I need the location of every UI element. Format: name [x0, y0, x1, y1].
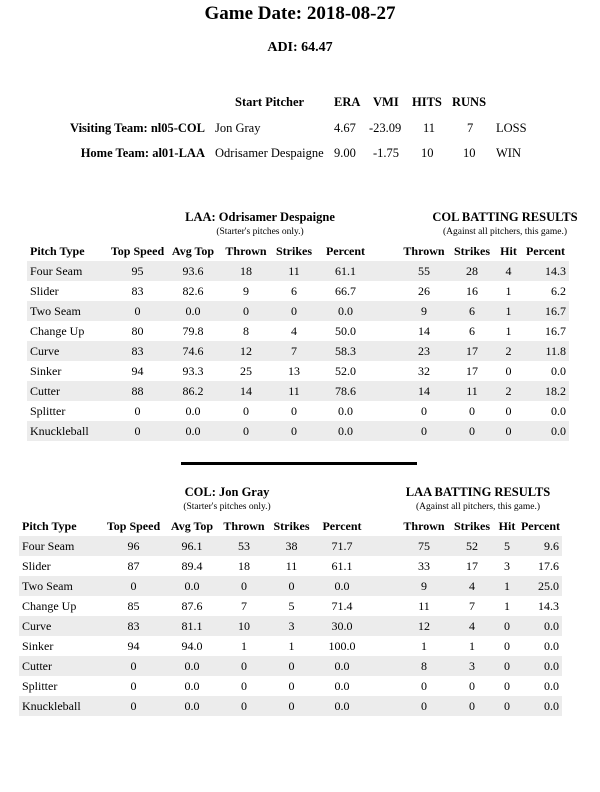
cell-top-speed: 85 [127, 598, 140, 613]
summary-header-vmi: VMI [373, 95, 399, 109]
cell-avg-top: 0.0 [184, 678, 200, 693]
cell-avg-top: 93.3 [182, 363, 204, 378]
cell-thrown: 10 [219, 616, 269, 636]
cell-bat-hit: 0 [505, 403, 512, 418]
cell-avg-top: 0.0 [165, 696, 219, 716]
table-row [27, 421, 569, 441]
cell-pitch-type: Two Seam [19, 576, 102, 596]
cell-bat-strikes: 1 [469, 638, 475, 653]
cell-avg-top: 0.0 [165, 421, 221, 441]
cell-pitch-type: Change Up [22, 598, 77, 613]
cell-bat-thrown: 0 [421, 403, 427, 418]
cell-strikes: 4 [291, 323, 297, 338]
cell-bat-percent: 0.0 [551, 363, 566, 378]
adi-value: ADI: 64.47 [267, 40, 333, 55]
cell-bat-thrown: 14 [418, 323, 430, 338]
header-bat-thrown: Thrown [403, 243, 445, 258]
cell-percent: 71.7 [314, 536, 370, 556]
cell-thrown: 53 [219, 536, 269, 556]
visiting-team-label: Visiting Team: nl05-COL [70, 121, 205, 135]
section2-batting-subtitle: (Against all pitchers, this game.) [416, 502, 540, 512]
cell-bat-hit: 5 [495, 536, 519, 556]
home-result: WIN [496, 146, 521, 160]
section2-batting-title: LAA BATTING RESULTS [405, 485, 551, 499]
section1-pitcher-title: LAA: Odrisamer Despaigne [185, 210, 335, 224]
gap-cell [370, 636, 399, 656]
summary-header-era: ERA [334, 95, 361, 109]
cell-bat-hit: 1 [505, 283, 512, 298]
cell-bat-percent: 14.3 [538, 598, 559, 613]
cell-bat-strikes: 0 [449, 421, 495, 441]
cell-bat-thrown: 32 [418, 363, 430, 378]
gap-cell [374, 261, 399, 281]
cell-thrown: 0 [219, 696, 269, 716]
cell-thrown: 12 [221, 341, 271, 361]
summary-header-hits: HITS [412, 95, 442, 109]
cell-strikes: 11 [271, 381, 317, 401]
header-bat-hit: Hit [500, 243, 517, 258]
cell-top-speed: 0 [102, 656, 165, 676]
cell-bat-percent: 16.7 [522, 301, 569, 321]
visiting-runs: 7 [467, 121, 474, 135]
cell-percent: 0.0 [314, 656, 370, 676]
cell-bat-hit: 4 [495, 261, 522, 281]
home-team-label: Home Team: al01-LAA [80, 146, 205, 160]
cell-pitch-type: Slider [30, 283, 59, 298]
cell-bat-thrown: 12 [399, 616, 449, 636]
cell-bat-strikes: 3 [449, 656, 495, 676]
cell-thrown: 0 [219, 656, 269, 676]
cell-bat-percent: 0.0 [544, 678, 559, 693]
cell-bat-hit: 0 [504, 678, 510, 693]
cell-bat-hit: 0 [495, 421, 522, 441]
home-vmi: -1.75 [373, 146, 400, 160]
cell-strikes: 0 [269, 696, 314, 716]
cell-strikes: 6 [291, 283, 297, 298]
gap-cell [374, 341, 399, 361]
cell-bat-strikes: 17 [466, 363, 478, 378]
home-era: 9.00 [334, 146, 356, 160]
header-percent: Percent [325, 243, 366, 258]
section1-batting-title: COL BATTING RESULTS [432, 210, 578, 224]
cell-pitch-type: Cutter [27, 381, 110, 401]
cell-bat-strikes: 16 [466, 283, 478, 298]
section2-pitcher-title: COL: Jon Gray [184, 485, 270, 499]
home-runs: 10 [463, 146, 476, 160]
header-bat-thrown: Thrown [403, 518, 445, 533]
cell-bat-thrown: 55 [399, 261, 449, 281]
cell-top-speed: 0 [102, 576, 165, 596]
header-avg-top: Avg Top [171, 243, 215, 258]
cell-top-speed: 83 [102, 616, 165, 636]
cell-pitch-type: Slider [22, 558, 51, 573]
cell-pitch-type: Curve [27, 341, 110, 361]
cell-percent: 52.0 [335, 363, 356, 378]
gap-cell [370, 556, 399, 576]
cell-bat-hit: 1 [495, 576, 519, 596]
visiting-era: 4.67 [334, 121, 356, 135]
cell-avg-top: 81.1 [165, 616, 219, 636]
header-pitch-type: Pitch Type [22, 518, 77, 533]
cell-percent: 71.4 [331, 598, 353, 613]
cell-pitch-type: Knuckleball [27, 421, 110, 441]
table-row [19, 596, 562, 616]
cell-top-speed: 96 [102, 536, 165, 556]
section-divider [181, 462, 417, 465]
cell-percent: 61.1 [317, 261, 374, 281]
cell-strikes: 3 [269, 616, 314, 636]
cell-bat-strikes: 17 [466, 558, 478, 573]
table-row [19, 636, 562, 656]
cell-strikes: 7 [271, 341, 317, 361]
cell-top-speed: 83 [110, 341, 165, 361]
cell-strikes: 11 [271, 261, 317, 281]
gap-cell [374, 421, 399, 441]
cell-strikes: 5 [288, 598, 295, 613]
cell-bat-percent: 0.0 [519, 656, 562, 676]
header-pitch-type: Pitch Type [30, 243, 85, 258]
cell-avg-top: 86.2 [165, 381, 221, 401]
cell-avg-top: 79.8 [182, 323, 204, 338]
cell-pitch-type: Four Seam [27, 261, 110, 281]
cell-thrown: 0 [221, 301, 271, 321]
table-row [19, 676, 562, 696]
home-hits: 10 [421, 146, 434, 160]
cell-thrown: 18 [238, 558, 250, 573]
cell-pitch-type: Sinker [22, 638, 54, 653]
gap-cell [370, 656, 399, 676]
cell-percent: 50.0 [335, 323, 356, 338]
gap-cell [370, 616, 399, 636]
cell-percent: 0.0 [314, 696, 370, 716]
cell-thrown: 9 [243, 283, 249, 298]
cell-strikes: 1 [288, 638, 295, 653]
cell-avg-top: 89.4 [181, 558, 203, 573]
section1-pitcher-subtitle: (Starter's pitches only.) [216, 227, 304, 237]
cell-top-speed: 80 [131, 323, 144, 338]
cell-top-speed: 95 [110, 261, 165, 281]
header-gap [374, 241, 399, 261]
cell-top-speed: 88 [110, 381, 165, 401]
summary-header-runs: RUNS [452, 95, 487, 109]
table-row [27, 361, 569, 381]
table-row [27, 301, 569, 321]
gap-cell [374, 401, 399, 421]
gap-cell [374, 301, 399, 321]
gap-cell [370, 676, 399, 696]
cell-strikes: 0 [269, 576, 314, 596]
cell-bat-thrown: 8 [399, 656, 449, 676]
cell-thrown: 8 [243, 323, 249, 338]
gap-cell [370, 596, 399, 616]
cell-bat-percent: 14.3 [522, 261, 569, 281]
cell-bat-thrown: 9 [399, 576, 449, 596]
cell-strikes: 0 [271, 301, 317, 321]
cell-percent: 0.0 [314, 576, 370, 596]
cell-bat-percent: 6.2 [551, 283, 566, 298]
cell-pitch-type: Splitter [30, 403, 66, 418]
cell-thrown: 1 [241, 638, 247, 653]
cell-top-speed: 0 [134, 403, 141, 418]
cell-bat-percent: 18.2 [522, 381, 569, 401]
cell-top-speed: 0 [102, 696, 165, 716]
header-bat-strikes: Strikes [454, 518, 490, 533]
cell-top-speed: 83 [131, 283, 144, 298]
visiting-vmi: -23.09 [369, 121, 402, 135]
cell-strikes: 38 [269, 536, 314, 556]
cell-bat-strikes: 7 [469, 598, 475, 613]
cell-bat-hit: 0 [495, 696, 519, 716]
table-row [19, 616, 562, 636]
header-strikes: Strikes [273, 518, 310, 533]
cell-bat-thrown: 9 [399, 301, 449, 321]
cell-bat-hit: 1 [504, 598, 510, 613]
cell-bat-percent: 11.8 [522, 341, 569, 361]
header-top-speed: Top Speed [110, 243, 165, 258]
table-row [27, 341, 569, 361]
cell-bat-strikes: 6 [469, 323, 475, 338]
cell-strikes: 0 [288, 678, 295, 693]
cell-bat-strikes: 52 [449, 536, 495, 556]
section2-pitcher-subtitle: (Starter's pitches only.) [183, 502, 271, 512]
cell-bat-percent: 0.0 [522, 421, 569, 441]
summary-header-start-pitcher: Start Pitcher [235, 95, 305, 109]
cell-strikes: 0 [271, 421, 317, 441]
cell-top-speed: 0 [110, 301, 165, 321]
cell-thrown: 0 [221, 421, 271, 441]
cell-avg-top: 82.6 [182, 283, 204, 298]
cell-bat-percent: 0.0 [519, 616, 562, 636]
cell-bat-strikes: 17 [449, 341, 495, 361]
cell-strikes: 0 [291, 403, 297, 418]
cell-thrown: 0 [243, 403, 249, 418]
cell-pitch-type: Change Up [30, 323, 85, 338]
cell-bat-strikes: 11 [449, 381, 495, 401]
cell-bat-strikes: 6 [449, 301, 495, 321]
table-row [27, 281, 569, 301]
cell-bat-hit: 0 [495, 616, 519, 636]
cell-bat-thrown: 14 [399, 381, 449, 401]
cell-bat-hit: 2 [495, 381, 522, 401]
cell-bat-thrown: 33 [418, 558, 430, 573]
gap-cell [370, 696, 399, 716]
section1-batting-subtitle: (Against all pitchers, this game.) [443, 227, 567, 237]
cell-percent: 61.1 [331, 558, 353, 573]
cell-bat-hit: 0 [504, 638, 510, 653]
cell-avg-top: 0.0 [165, 656, 219, 676]
table-row [19, 556, 562, 576]
cell-percent: 0.0 [317, 421, 374, 441]
gap-cell [370, 536, 399, 556]
cell-bat-strikes: 0 [469, 678, 475, 693]
cell-top-speed: 94 [127, 638, 140, 653]
header-percent: Percent [322, 518, 362, 533]
cell-bat-percent: 9.6 [519, 536, 562, 556]
cell-avg-top: 87.6 [181, 598, 203, 613]
cell-bat-hit: 2 [495, 341, 522, 361]
header-bat-percent: Percent [525, 243, 566, 258]
header-top-speed: Top Speed [106, 518, 161, 533]
cell-avg-top: 94.0 [181, 638, 203, 653]
cell-percent: 78.6 [317, 381, 374, 401]
cell-bat-percent: 17.6 [538, 558, 559, 573]
cell-avg-top: 0.0 [165, 301, 221, 321]
cell-top-speed: 0 [110, 421, 165, 441]
visiting-pitcher: Jon Gray [215, 121, 261, 135]
gap-cell [374, 281, 399, 301]
cell-avg-top: 0.0 [165, 576, 219, 596]
header-bat-strikes: Strikes [454, 243, 490, 258]
gap-cell [370, 576, 399, 596]
cell-bat-thrown: 11 [418, 598, 430, 613]
cell-strikes: 0 [269, 656, 314, 676]
cell-bat-percent: 16.7 [545, 323, 566, 338]
table-row [27, 381, 569, 401]
gap-cell [374, 361, 399, 381]
cell-avg-top: 74.6 [165, 341, 221, 361]
section2-pitch-table [19, 516, 562, 716]
header-bat-percent: Percent [520, 518, 561, 533]
section1-pitch-table [27, 241, 569, 441]
cell-percent: 66.7 [335, 283, 356, 298]
cell-bat-thrown: 0 [421, 678, 427, 693]
cell-bat-hit: 0 [495, 656, 519, 676]
cell-top-speed: 0 [130, 678, 137, 693]
visiting-hits: 11 [423, 121, 436, 135]
cell-percent: 100.0 [328, 638, 356, 653]
cell-percent: 0.0 [338, 403, 353, 418]
cell-pitch-type: Sinker [30, 363, 62, 378]
cell-pitch-type: Curve [19, 616, 102, 636]
cell-bat-thrown: 0 [399, 421, 449, 441]
gap-cell [374, 321, 399, 341]
cell-thrown: 0 [241, 678, 247, 693]
cell-thrown: 18 [221, 261, 271, 281]
cell-bat-thrown: 26 [418, 283, 430, 298]
cell-percent: 58.3 [317, 341, 374, 361]
cell-bat-thrown: 75 [399, 536, 449, 556]
cell-thrown: 7 [241, 598, 247, 613]
cell-strikes: 11 [285, 558, 298, 573]
cell-avg-top: 96.1 [165, 536, 219, 556]
header-thrown: Thrown [223, 518, 265, 533]
cell-thrown: 0 [219, 576, 269, 596]
cell-bat-percent: 0.0 [551, 403, 566, 418]
game-date-title: Game Date: 2018-08-27 [204, 3, 396, 24]
cell-bat-hit: 1 [495, 301, 522, 321]
cell-bat-percent: 25.0 [519, 576, 562, 596]
table-row [19, 536, 562, 556]
cell-bat-strikes: 4 [449, 576, 495, 596]
cell-avg-top: 0.0 [185, 403, 201, 418]
header-thrown: Thrown [225, 243, 267, 258]
table-row [19, 656, 562, 676]
cell-strikes: 13 [288, 363, 300, 378]
table-row [19, 696, 562, 716]
cell-pitch-type: Four Seam [19, 536, 102, 556]
table-row [27, 321, 569, 341]
cell-thrown: 25 [240, 363, 252, 378]
cell-bat-hit: 3 [504, 558, 510, 573]
cell-bat-hit: 1 [505, 323, 512, 338]
gap-cell [374, 381, 399, 401]
header-strikes: Strikes [276, 243, 312, 258]
cell-pitch-type: Splitter [22, 678, 58, 693]
cell-bat-percent: 0.0 [519, 696, 562, 716]
cell-pitch-type: Two Seam [27, 301, 110, 321]
cell-bat-strikes: 0 [469, 403, 475, 418]
cell-top-speed: 87 [127, 558, 140, 573]
cell-bat-strikes: 28 [449, 261, 495, 281]
home-pitcher: Odrisamer Despaigne [215, 146, 324, 160]
table-row [27, 261, 569, 281]
cell-top-speed: 94 [131, 363, 144, 378]
cell-bat-thrown: 1 [421, 638, 427, 653]
header-bat-hit: Hit [498, 518, 516, 533]
header-gap [370, 516, 399, 536]
cell-pitch-type: Knuckleball [19, 696, 102, 716]
cell-bat-percent: 0.0 [544, 638, 559, 653]
visiting-result: LOSS [496, 121, 527, 135]
table-row [19, 576, 562, 596]
cell-bat-strikes: 4 [449, 616, 495, 636]
cell-pitch-type: Cutter [19, 656, 102, 676]
cell-bat-hit: 0 [505, 363, 512, 378]
cell-bat-thrown: 0 [399, 696, 449, 716]
cell-bat-thrown: 23 [399, 341, 449, 361]
cell-percent: 30.0 [314, 616, 370, 636]
cell-thrown: 14 [221, 381, 271, 401]
cell-bat-strikes: 0 [449, 696, 495, 716]
table-row [27, 401, 569, 421]
cell-avg-top: 93.6 [165, 261, 221, 281]
cell-percent: 0.0 [317, 301, 374, 321]
cell-percent: 0.0 [334, 678, 350, 693]
header-avg-top: Avg Top [170, 518, 214, 533]
